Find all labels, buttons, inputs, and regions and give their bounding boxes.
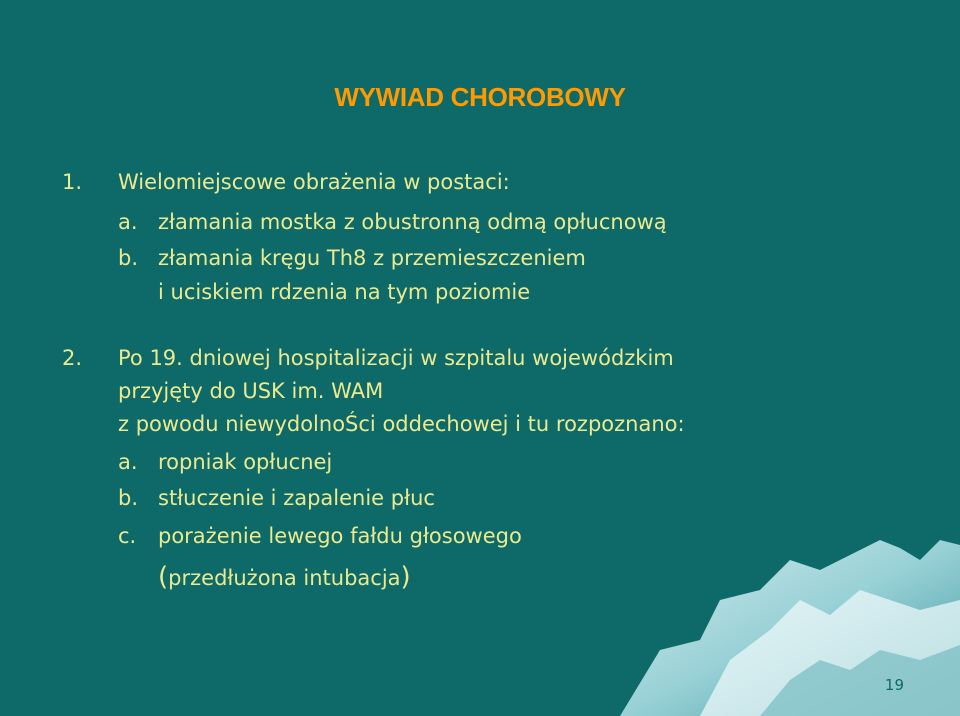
page-number: 19 <box>884 676 904 694</box>
item-2-line2: przyjęty do USK im. WAM <box>118 379 384 403</box>
item-1-text: Wielomiejscowe obrażenia w postaci: <box>118 170 510 194</box>
item-2a <box>118 450 333 474</box>
item-1 <box>62 170 510 194</box>
item-2b-letter: b. <box>118 486 139 510</box>
paren-open: ( <box>158 562 169 592</box>
item-2c-text: porażenie lewego fałdu głosowego <box>158 524 522 548</box>
item-1a <box>118 210 667 234</box>
item-1-number: 1. <box>62 170 83 194</box>
item-2-line1: Po 19. dniowej hospitalizacji w szpitalu wojewódzkim <box>118 346 674 370</box>
item-2 <box>62 346 674 370</box>
item-2c <box>118 524 522 548</box>
item-2a-text: ropniak opłucnej <box>158 450 333 474</box>
item-2a-letter: a. <box>118 450 138 474</box>
item-2-number: 2. <box>62 346 83 370</box>
item-1a-letter: a. <box>118 210 138 234</box>
paren-text: przedłużona intubacja <box>168 566 401 590</box>
item-1b <box>118 246 586 270</box>
slide-title: WYWIAD CHOROBOWY <box>334 82 626 112</box>
item-1b-letter: b. <box>118 246 139 270</box>
item-2c-letter: c. <box>118 524 137 548</box>
item-2b-text: stłuczenie i zapalenie płuc <box>158 486 435 510</box>
item-2b <box>118 486 435 510</box>
item-1a-text: złamania mostka z obustronną odmą opłucnową <box>158 210 667 234</box>
item-2-line3: z powodu niewydolnoŚci oddechowej i tu rozpoznano: <box>118 412 685 436</box>
paren-close: ) <box>400 562 411 592</box>
item-1b-continuation: i uciskiem rdzenia na tym poziomie <box>158 280 531 304</box>
item-1b-text: złamania kręgu Th8 z przemieszczeniem <box>158 246 586 270</box>
item-2-parenthetical <box>158 562 411 592</box>
